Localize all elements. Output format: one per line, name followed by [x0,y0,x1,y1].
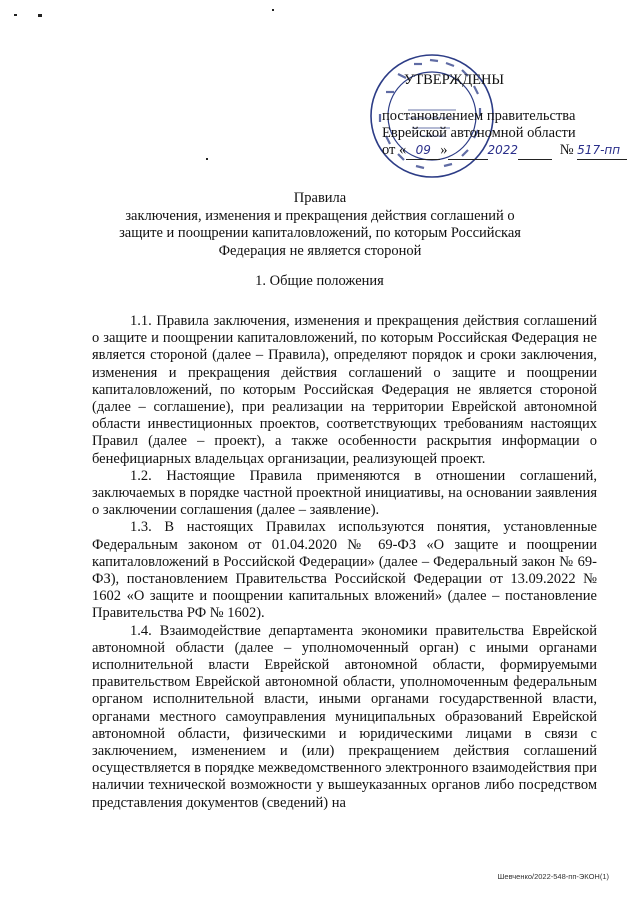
scan-speck [272,9,274,11]
scan-speck [14,14,17,16]
title-line-1: заключения, изменения и прекращения действия соглашений о [125,207,515,224]
date-mid: » [440,142,448,158]
date-prefix: от « [382,142,407,158]
paragraph-1-4: 1.4. Взаимодействие департамента экономики правительства Еврейской автономной области (далее – уполномоченный орган) с иными органами исполнительной власти Еврейской автономной области, формируемыми правительством Еврейской автономной области, уполномоченным федеральным органом исполнительной власти, иными органами государственной власти, органами местного самоуправления муниципальных образований Еврейской автономной области, физическими и юридическими лицами в связи с заключением, изменением и (или) прекращением действия соглашений осуществляется в порядке межведомственного электронного взаимодействия при наличии технической возможности у вышеуказанных органов либо посредством представления документов (сведений) на [92,622,597,811]
body-text [92,313,597,812]
scan-speck [206,158,208,160]
section-title: 1. Общие положения [255,273,384,289]
approval-line-2: Еврейской автономной области [382,125,576,141]
title-line-2: защите и поощрении капиталовложений, по которым Российская [119,225,521,241]
paragraph-1-1: 1.1. Правила заключения, изменения и прекращения действия соглашений о защите и поощрении капиталовложений, по которым Российская Федерация не является стороной (далее – Правила), определяют порядок и сроки заключения, изменения и прекращения действия соглашений о защите и поощрении капиталовложений, по которым Российская Федерация не является стороной (далее – соглашение), при реализации на территории Еврейской автономной области инвестиционных проектов, соответствующих требованиям настоящих Правил (далее – проект), а также особенности раскрытия информации о бенефициарных владельцах организации, реализующей проект. [92,313,597,467]
approval-line-1: постановлением правительства [382,108,576,124]
date-tail-blank [518,142,552,160]
footer-code: Шевченко/2022-548-пп-ЭКОН(1) [497,872,609,881]
date-month-blank [448,142,488,160]
number-prefix: № [559,142,574,158]
title-heading: Правила [293,190,347,206]
date-day: 09 [406,142,440,160]
document-title [100,190,540,260]
approval-date-number [382,142,627,160]
paragraph-1-3: 1.3. В настоящих Правилах используются понятия, установленные Федеральным законом от 01.04.2020 № 69-ФЗ «О защите и поощрении капиталовложений в Российской Федерации» (далее – Федеральный закон № 69-ФЗ), постановлением Правительства Российской Федерации от 13.09.2022 № 1602 «О защите и поощрении капитальных вложений» (далее – постановление Правительства РФ № 1602). [92,519,597,622]
title-line-3: Федерация не является стороной [218,242,422,259]
document-number: 517-пп [577,142,627,160]
approval-block [382,72,622,158]
paragraph-1-2: 1.2. Настоящие Правила применяются в отношении соглашений, заключаемых в порядке частной проектной инициативы, на основании заявления о заключении соглашения (далее – заявление). [92,467,597,519]
date-year: 2022 [487,143,519,157]
approval-heading: УТВЕРЖДЕНЫ [404,72,505,88]
scan-speck [38,14,42,17]
